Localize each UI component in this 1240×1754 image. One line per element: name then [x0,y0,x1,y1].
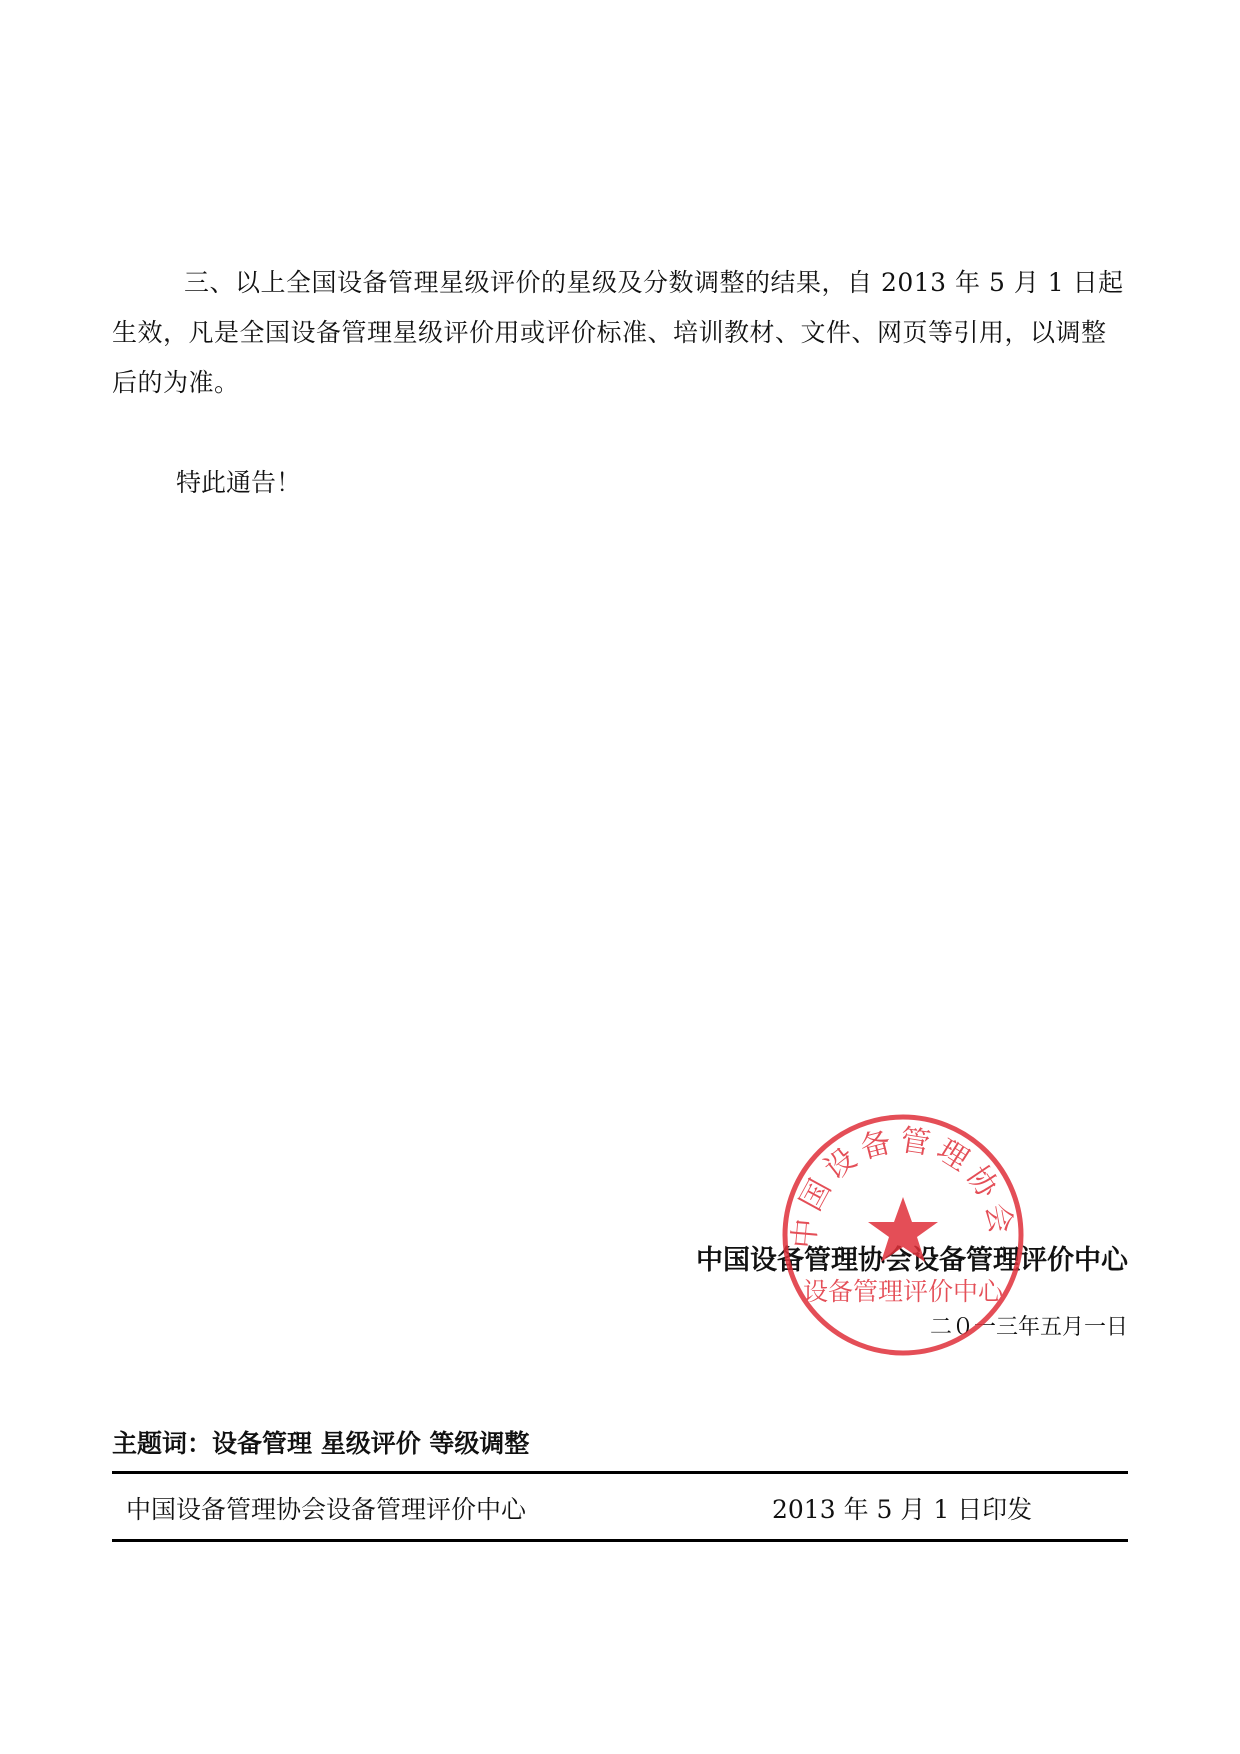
svg-text:设备管理评价中心: 设备管理评价中心 [802,1277,1004,1306]
subject-keywords: 主题词：设备管理 星级评价 等级调整 [112,1429,530,1458]
footer-issue-date: 2013 年 5 月 1 日印发 [772,1495,1033,1524]
signature-organization: 中国设备管理协会设备管理评价中心 [696,1245,1128,1276]
closing-line: 特此通告！ [176,468,302,497]
official-seal-icon [780,1112,1026,1358]
footer-bottom-rule [112,1539,1128,1542]
footer-issuer: 中国设备管理协会设备管理评价中心 [126,1495,527,1524]
footer-top-rule [112,1471,1128,1474]
paragraph-3: 三、以上全国设备管理星级评价的星级及分数调整的结果，自 2013 年 5 月 1 日起生效，凡是全国设备管理星级评价用或评价标准、培训教材、文件、网页等引用，以调整后的为准。 [112,268,1124,397]
svg-text:中国设备管理协会: 中国设备管理协会 [786,1122,1020,1251]
signature-date: 二０一三年五月一日 [929,1315,1128,1340]
